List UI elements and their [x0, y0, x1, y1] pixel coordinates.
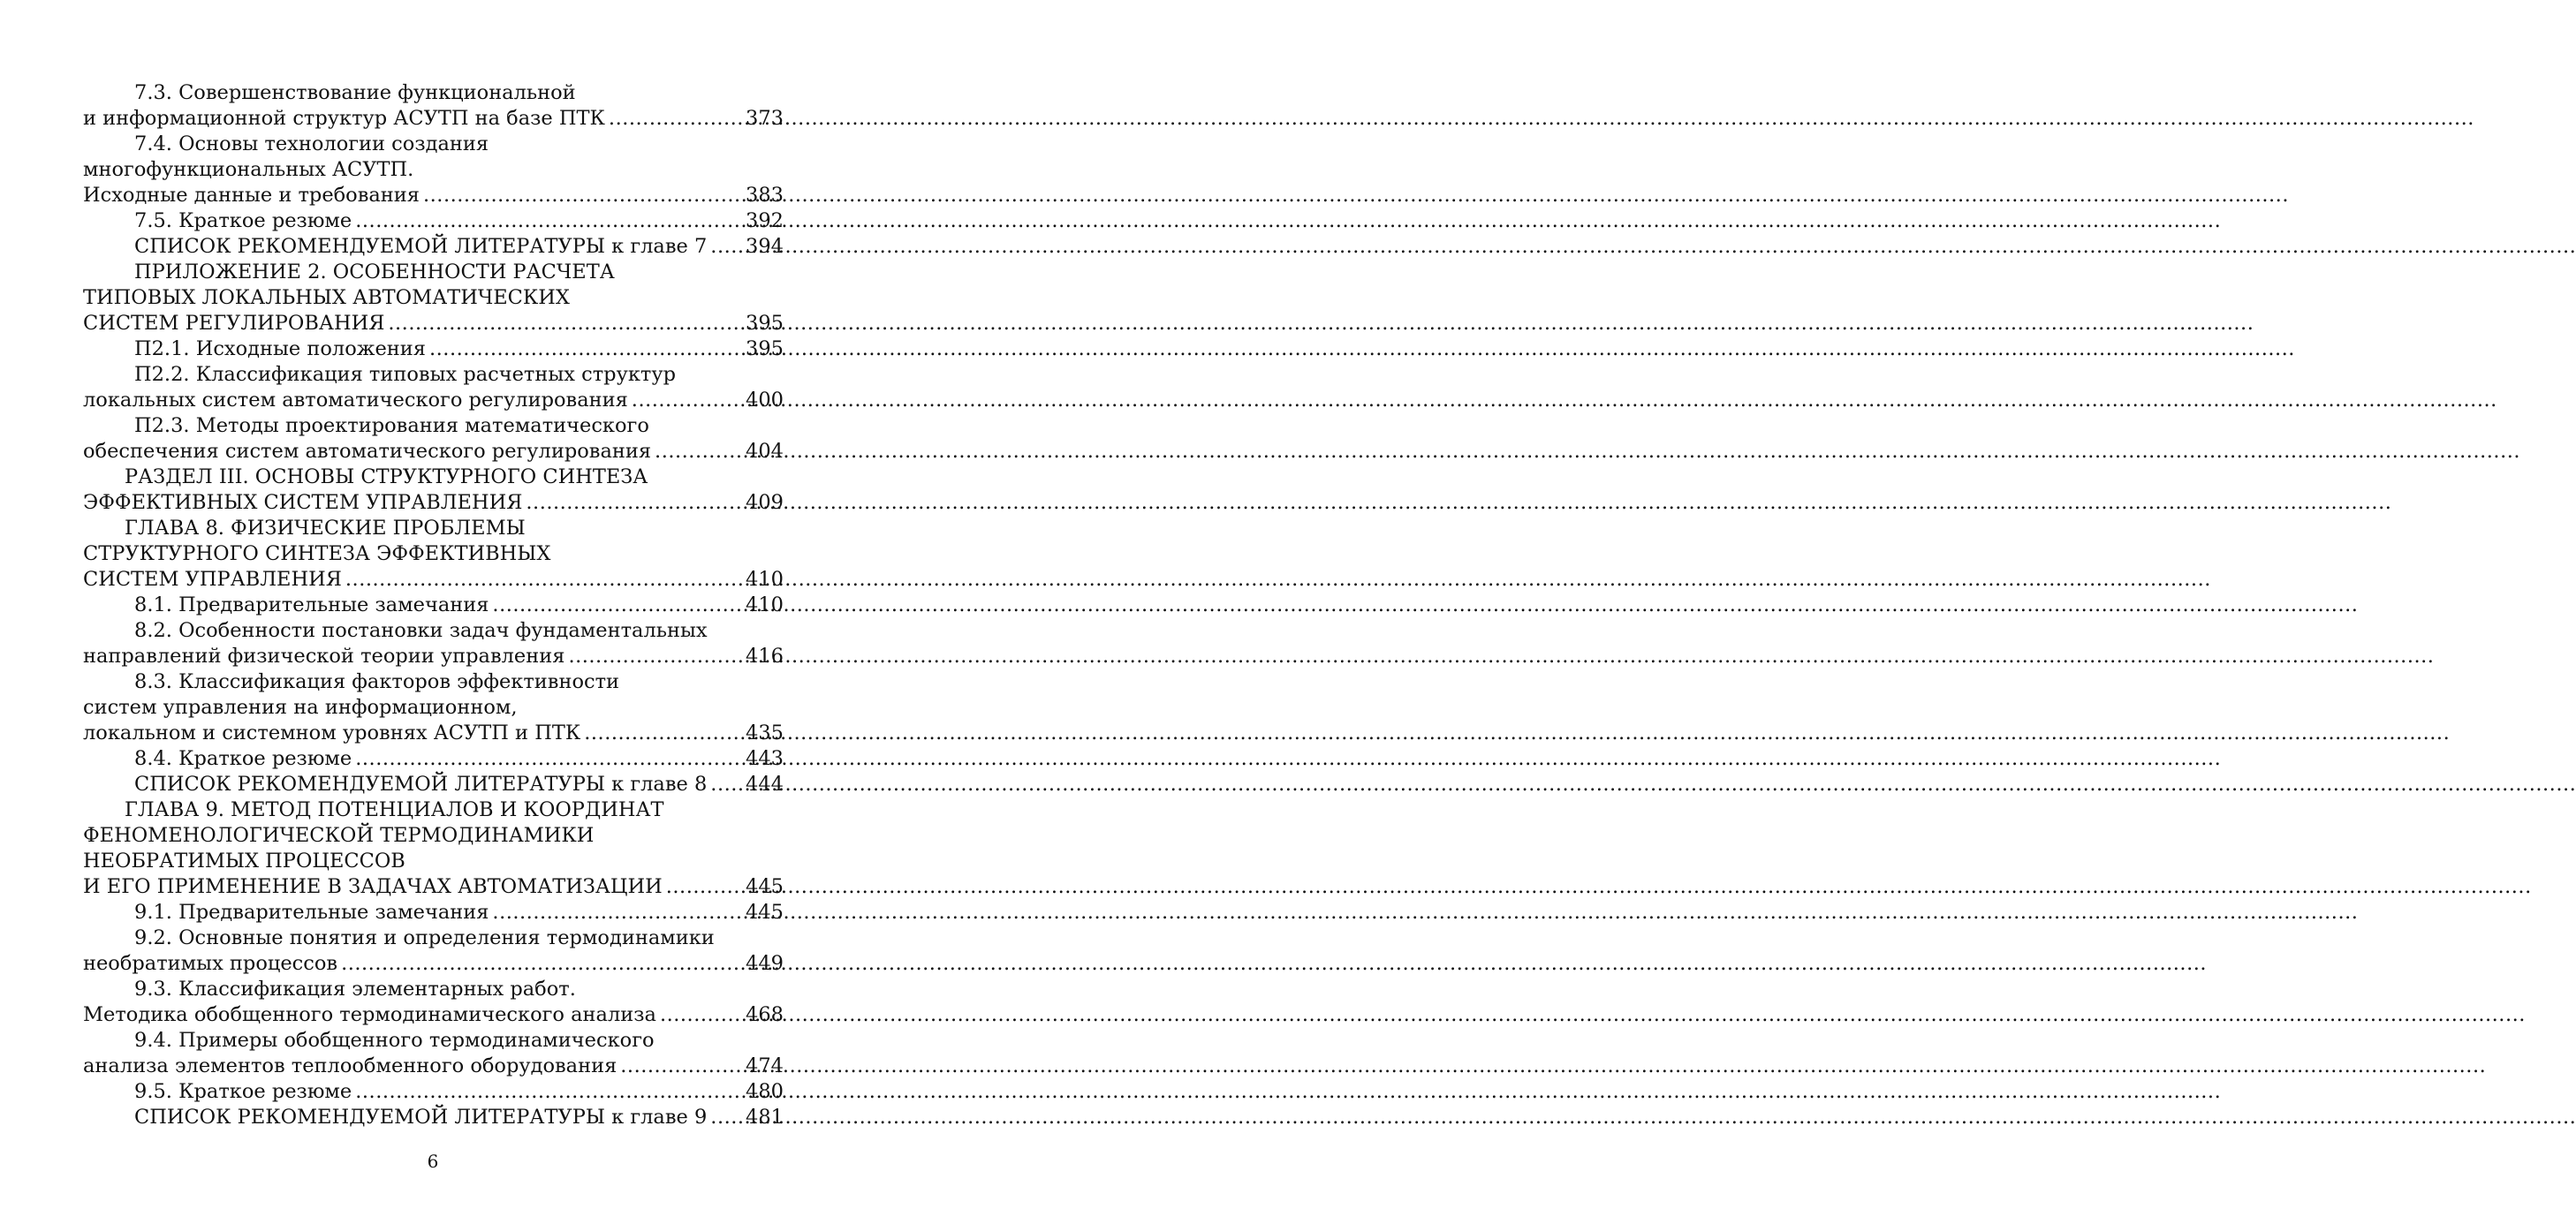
toc-entry-continuation [83, 541, 784, 567]
toc-page-number: 443 [746, 747, 784, 770]
toc-entry [83, 208, 784, 234]
toc-page-number: 445 [746, 901, 784, 924]
toc-page-number: 404 [746, 440, 784, 463]
toc-leader-dots [489, 593, 746, 618]
toc-page-number: 410 [746, 568, 784, 591]
toc-entry-continuation [83, 157, 784, 183]
toc-entry-title: 8.4. Краткое резюме [134, 747, 352, 770]
toc-entry [83, 593, 784, 618]
toc-entry [83, 1054, 784, 1079]
toc-entry-title: 9.4. Примеры обобщенного термодинамического [134, 1029, 655, 1052]
toc-entry-continuation [83, 465, 784, 490]
toc-leader-dots [342, 567, 746, 593]
toc-entry-continuation [83, 669, 784, 695]
toc-page-number: 444 [746, 773, 784, 796]
toc-entry-title: направлений физической теории управления [83, 645, 565, 668]
toc-entry-title: СИСТЕМ РЕГУЛИРОВАНИЯ [83, 312, 385, 335]
toc-entry [83, 772, 784, 797]
toc-entry-title: П2.3. Методы проектирования математического [134, 414, 649, 437]
toc-entry-title: 9.1. Предварительные замечания [134, 901, 489, 924]
toc-entry-title: ПРИЛОЖЕНИЕ 2. ОСОБЕННОСТИ РАСЧЕТА [134, 261, 615, 283]
toc-entry-continuation [83, 823, 784, 849]
toc-entry-continuation [83, 926, 784, 951]
toc-entry [83, 567, 784, 593]
toc-entry [83, 183, 784, 208]
toc-entry-title: 8.1. Предварительные замечания [134, 593, 489, 616]
toc-leader-dots [628, 388, 746, 413]
toc-entry-title: 7.3. Совершенствование функциональной [134, 81, 576, 104]
toc-entry-continuation [83, 285, 784, 311]
toc-page-number: 435 [746, 722, 784, 744]
toc-entry-title: ФЕНОМЕНОЛОГИЧЕСКОЙ ТЕРМОДИНАМИКИ [83, 824, 595, 847]
toc-page-number: 480 [746, 1080, 784, 1103]
toc-entry-continuation [83, 132, 784, 157]
toc-entry-continuation [83, 516, 784, 541]
toc-entry-continuation [83, 1028, 784, 1054]
toc-entry-continuation [83, 260, 784, 285]
toc-entry-title: обеспечения систем автоматического регулирования [83, 440, 652, 463]
toc-entry [83, 746, 784, 772]
toc-entry-title: ГЛАВА 9. МЕТОД ПОТЕНЦИАЛОВ И КООРДИНАТ [125, 798, 664, 821]
toc-page-number: 400 [746, 389, 784, 412]
toc-entry [83, 234, 784, 260]
toc-entry-title: 7.5. Краткое резюме [134, 209, 352, 232]
toc-entry-title: и информационной структур АСУТП на базе ПТК [83, 107, 605, 130]
table-of-contents [83, 80, 784, 1130]
toc-entry-continuation [83, 797, 784, 823]
toc-entry-title: Методика обобщенного термодинамического анализа [83, 1003, 656, 1026]
toc-entry-continuation [83, 362, 784, 388]
toc-leader-dots [707, 234, 746, 260]
toc-leader-dots [617, 1054, 746, 1079]
toc-entry-title: И ЕГО ПРИМЕНЕНИЕ В ЗАДАЧАХ АВТОМАТИЗАЦИИ [83, 875, 663, 898]
toc-entry-title: многофункциональных АСУТП. [83, 158, 414, 181]
toc-leader-dots [352, 1079, 746, 1105]
toc-leader-dots [663, 874, 746, 900]
toc-entry-title: СПИСОК РЕКОМЕНДУЕМОЙ ЛИТЕРАТУРЫ к главе 9 [134, 1106, 708, 1129]
toc-entry [83, 1079, 784, 1105]
toc-entry-title: анализа элементов теплообменного оборудования [83, 1054, 617, 1077]
toc-entry-title: систем управления на информационном, [83, 696, 518, 719]
toc-entry [83, 439, 784, 465]
toc-entry-continuation [83, 618, 784, 644]
toc-entry-title: локальных систем автоматического регулирования [83, 389, 628, 412]
toc-page-number: 383 [746, 184, 784, 207]
toc-entry-title: П2.1. Исходные положения [134, 337, 426, 360]
toc-leader-dots [352, 746, 746, 772]
toc-page-number: 373 [746, 107, 784, 130]
toc-entry [83, 1002, 784, 1028]
toc-entry [83, 874, 784, 900]
toc-page-number: 410 [746, 593, 784, 616]
toc-entry-title: СПИСОК РЕКОМЕНДУЕМОЙ ЛИТЕРАТУРЫ к главе 8 [134, 773, 708, 796]
toc-entry-title: 8.2. Особенности постановки задач фундаментальных [134, 619, 708, 642]
toc-leader-dots [420, 183, 746, 208]
toc-page-number: 474 [746, 1054, 784, 1077]
toc-entry-title: ТИПОВЫХ ЛОКАЛЬНЫХ АВТОМАТИЧЕСКИХ [83, 286, 570, 309]
toc-entry [83, 644, 784, 669]
toc-page-number: 394 [746, 235, 784, 258]
toc-entry-title: 9.5. Краткое резюме [134, 1080, 352, 1103]
toc-entry [83, 951, 784, 977]
toc-entry [83, 311, 784, 336]
toc-entry-title: ЭФФЕКТИВНЫХ СИСТЕМ УПРАВЛЕНИЯ [83, 491, 523, 514]
toc-leader-dots [564, 644, 746, 669]
toc-entry-title: П2.2. Классификация типовых расчетных структур [134, 363, 676, 386]
toc-leader-dots [707, 1105, 746, 1130]
toc-entry-continuation [83, 849, 784, 874]
toc-entry-title: Исходные данные и требования [83, 184, 420, 207]
toc-entry-title: 8.3. Классификация факторов эффективности [134, 670, 620, 693]
toc-page-number: 416 [746, 645, 784, 668]
toc-entry-continuation [83, 80, 784, 106]
toc-leader-dots [580, 721, 746, 746]
toc-page-number: 445 [746, 875, 784, 898]
toc-entry [83, 490, 784, 516]
page-number: 6 [427, 1151, 439, 1172]
toc-entry [83, 106, 784, 132]
toc-entry [83, 388, 784, 413]
toc-page-number: 449 [746, 952, 784, 975]
toc-entry-continuation [83, 977, 784, 1002]
toc-entry-continuation [83, 413, 784, 439]
toc-page-number: 409 [746, 491, 784, 514]
toc-leader-dots [656, 1002, 746, 1028]
toc-entry-title: 9.3. Классификация элементарных работ. [134, 978, 576, 1001]
toc-leader-dots [489, 900, 746, 926]
toc-entry-title: локальном и системном уровнях АСУТП и ПТК [83, 722, 581, 744]
toc-entry-title: СПИСОК РЕКОМЕНДУЕМОЙ ЛИТЕРАТУРЫ к главе 7 [134, 235, 708, 258]
toc-leader-dots [337, 951, 746, 977]
toc-entry [83, 1105, 784, 1130]
toc-entry-continuation [83, 695, 784, 721]
toc-entry [83, 336, 784, 362]
toc-leader-dots [522, 490, 746, 516]
toc-page-number: 468 [746, 1003, 784, 1026]
toc-entry-title: ГЛАВА 8. ФИЗИЧЕСКИЕ ПРОБЛЕМЫ [125, 517, 526, 540]
toc-entry-title: 7.4. Основы технологии создания [134, 132, 489, 155]
toc-entry [83, 900, 784, 926]
toc-leader-dots [426, 336, 746, 362]
toc-entry-title: РАЗДЕЛ III. ОСНОВЫ СТРУКТУРНОГО СИНТЕЗА [125, 465, 648, 488]
toc-page-number: 481 [746, 1106, 784, 1129]
toc-leader-dots [352, 208, 746, 234]
toc-leader-dots [384, 311, 746, 336]
toc-page-number: 395 [746, 312, 784, 335]
toc-entry-title: 9.2. Основные понятия и определения термодинамики [134, 926, 715, 949]
toc-leader-dots [605, 106, 746, 132]
toc-page-number: 395 [746, 337, 784, 360]
toc-entry-title: необратимых процессов [83, 952, 338, 975]
toc-leader-dots [707, 772, 746, 797]
toc-entry-title: НЕОБРАТИМЫХ ПРОЦЕССОВ [83, 850, 405, 873]
toc-leader-dots [651, 439, 746, 465]
toc-entry [83, 721, 784, 746]
toc-page-number: 392 [746, 209, 784, 232]
toc-entry-title: СИСТЕМ УПРАВЛЕНИЯ [83, 568, 342, 591]
toc-entry-title: СТРУКТУРНОГО СИНТЕЗА ЭФФЕКТИВНЫХ [83, 542, 551, 565]
